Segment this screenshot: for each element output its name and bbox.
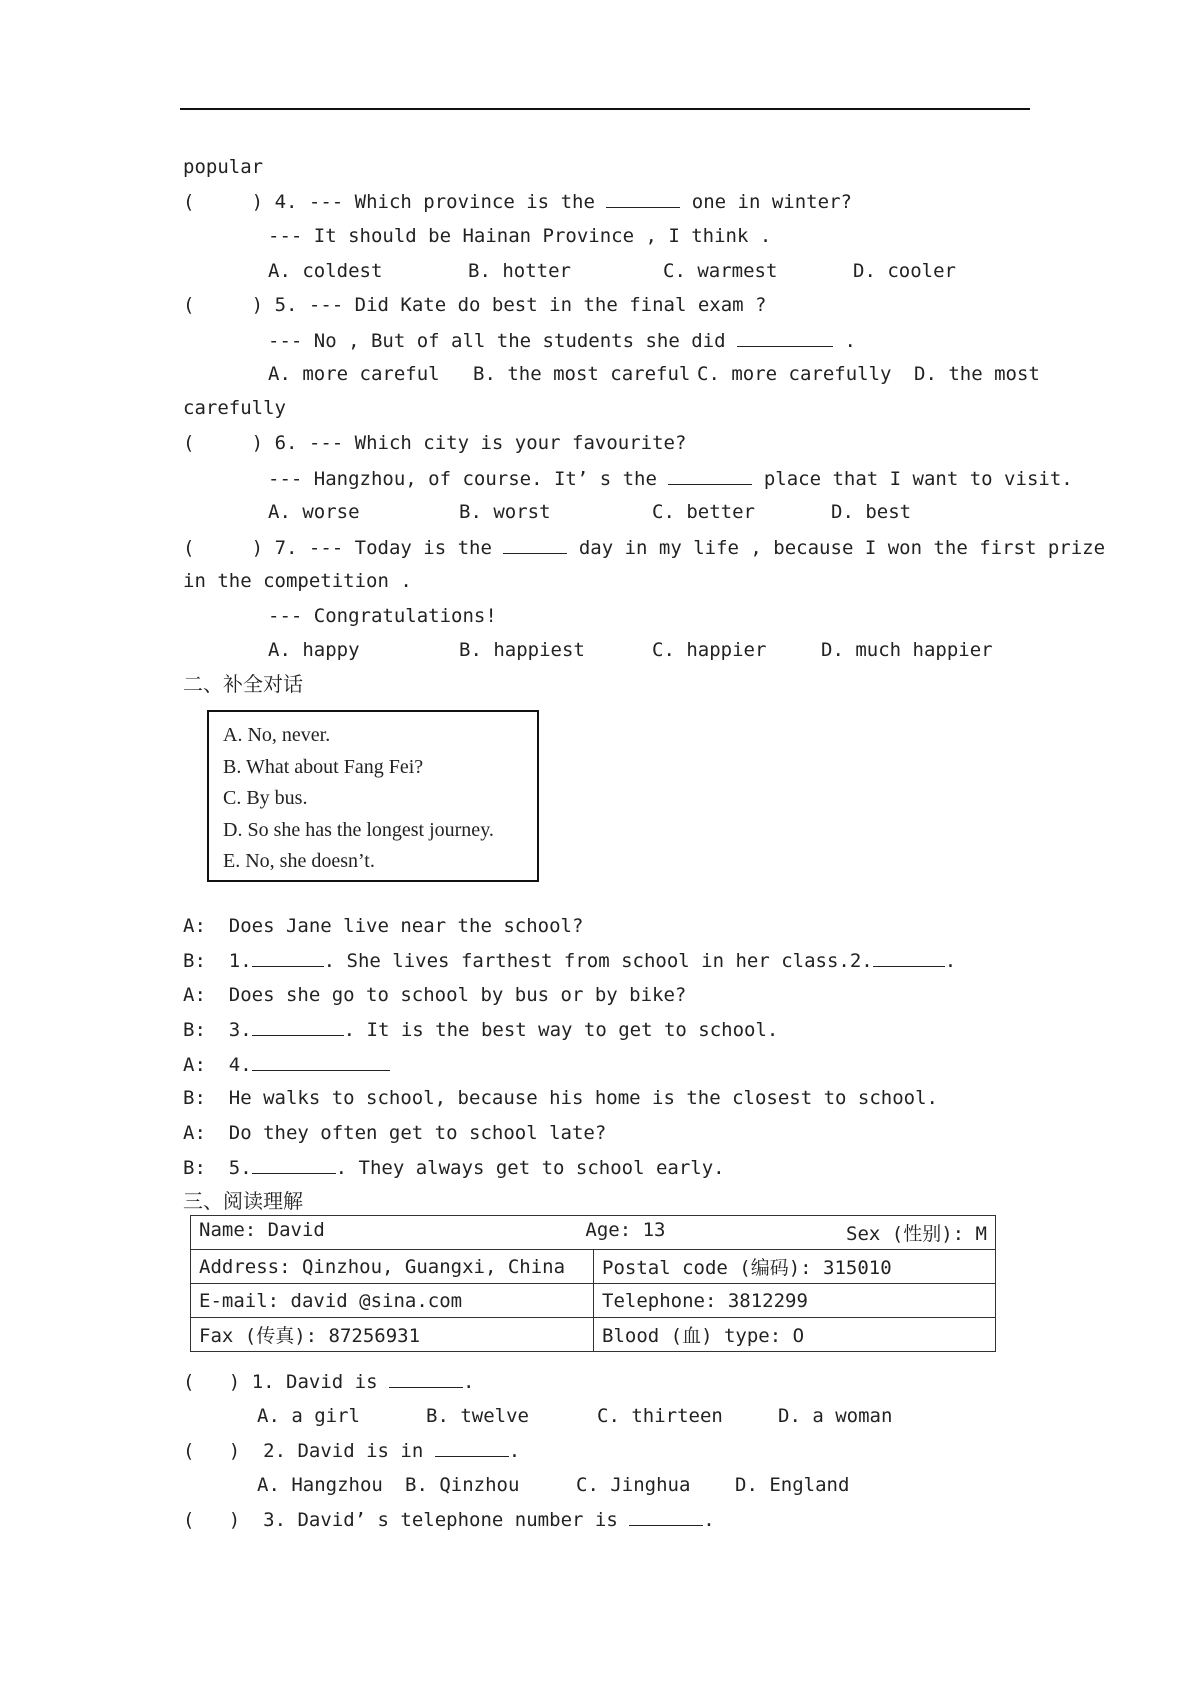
- answer-blank[interactable]: [606, 189, 680, 208]
- dialog-option: E. No, she doesn’t.: [223, 850, 375, 872]
- reading-question-2-option-a: A. Hangzhou: [257, 1474, 383, 1496]
- question-6: ( ) 6. --- Which city is your favourite?: [183, 432, 687, 454]
- question-6-option-b: B. worst: [459, 501, 551, 523]
- info-fax: Fax (传真): 87256931: [191, 1318, 594, 1352]
- answer-blank[interactable]: [389, 1369, 463, 1388]
- dialogue-line-7: A: Do they often get to school late?: [183, 1122, 607, 1144]
- dialog-option: D. So she has the longest journey.: [223, 818, 494, 841]
- dialog-options-box: [207, 710, 539, 882]
- question-5-option-c: C. more carefully: [697, 363, 892, 385]
- reading-question-1-option-a: A. a girl: [257, 1405, 360, 1427]
- answer-blank[interactable]: [252, 1155, 336, 1174]
- dialogue-line-3: A: Does she go to school by bus or by bike?: [183, 984, 687, 1006]
- info-age: Age: 13: [585, 1219, 666, 1241]
- reading-question-2-option-d: D. England: [735, 1474, 850, 1496]
- info-blood-type: Blood (血) type: O: [594, 1318, 996, 1352]
- info-postal-code: Postal code (编码): 315010: [594, 1250, 996, 1284]
- question-7-option-a: A. happy: [268, 639, 360, 661]
- info-address: Address: Qinzhou, Guangxi, China: [191, 1250, 594, 1284]
- question-7-option-d: D. much happier: [821, 639, 993, 661]
- reading-question-2-option-c: C. Jinghua: [576, 1474, 691, 1496]
- dialogue-line-2: B: 1. . She lives farthest from school in her class.2. .: [183, 950, 957, 972]
- student-info-table: [190, 1215, 996, 1352]
- question-4-response: --- It should be Hainan Province , I think .: [268, 225, 772, 247]
- info-telephone: Telephone: 3812299: [594, 1284, 996, 1318]
- question-7-wrap: in the competition .: [183, 570, 412, 592]
- question-4-option-c: C. warmest: [663, 260, 778, 282]
- answer-blank[interactable]: [435, 1438, 509, 1457]
- dialogue-line-5: A: 4.: [183, 1052, 390, 1077]
- info-email: E-mail: david @sina.com: [191, 1284, 594, 1318]
- answer-blank[interactable]: [737, 328, 833, 347]
- question-6-option-c: C. better: [652, 501, 755, 523]
- info-name: Name: David: [199, 1219, 325, 1241]
- dialogue-line-1: A: Does Jane live near the school?: [183, 915, 584, 937]
- dialogue-line-4: B: 3. . It is the best way to get to school.: [183, 1019, 779, 1041]
- question-5-option-a: A. more careful: [268, 363, 440, 385]
- answer-blank[interactable]: [503, 535, 567, 554]
- question-5-option-b: B. the most careful: [473, 363, 691, 385]
- dialogue-line-8: B: 5. . They always get to school early.: [183, 1157, 725, 1179]
- question-4: ( ) 4. --- Which province is the one in winter?: [183, 191, 852, 213]
- header-rule: [180, 108, 1030, 110]
- answer-blank[interactable]: [629, 1507, 703, 1526]
- reading-question-1: ( ) 1. David is .: [183, 1371, 475, 1393]
- dialog-option: A. No, never.: [223, 724, 331, 746]
- reading-question-1-option-d: D. a woman: [778, 1405, 893, 1427]
- info-sex: Sex (性别): M: [846, 1223, 987, 1245]
- answer-blank[interactable]: [873, 948, 945, 967]
- question-4-option-d: D. cooler: [853, 260, 956, 282]
- question-7-option-c: C. happier: [652, 639, 767, 661]
- reading-question-2-option-b: B. Qinzhou: [405, 1474, 520, 1496]
- reading-question-1-option-c: C. thirteen: [597, 1405, 723, 1427]
- answer-blank[interactable]: [252, 1052, 390, 1071]
- question-6-response: --- Hangzhou, of course. It’ s the place that I want to visit.: [268, 468, 1073, 490]
- answer-blank[interactable]: [252, 948, 324, 967]
- question-5-option-d: D. the most: [914, 363, 1040, 385]
- reading-question-3: ( ) 3. David’ s telephone number is .: [183, 1509, 715, 1531]
- dialog-option: C. By bus.: [223, 787, 308, 809]
- reading-question-1-option-b: B. twelve: [426, 1405, 529, 1427]
- question-6-option-d: D. best: [831, 501, 912, 523]
- info-row-1: [191, 1216, 996, 1250]
- question-6-option-a: A. worse: [268, 501, 360, 523]
- answer-blank[interactable]: [252, 1017, 344, 1036]
- question-7-response: --- Congratulations!: [268, 605, 497, 627]
- answer-blank[interactable]: [668, 466, 752, 485]
- question-7-option-b: B. happiest: [459, 639, 585, 661]
- question-5: ( ) 5. --- Did Kate do best in the final exam ?: [183, 294, 767, 316]
- reading-question-2: ( ) 2. David is in .: [183, 1440, 521, 1462]
- question-4-option-a: A. coldest: [268, 260, 383, 282]
- section-3-title: 三、阅读理解: [183, 1189, 303, 1213]
- dialog-option: B. What about Fang Fei?: [223, 755, 424, 778]
- dialogue-line-6: B: He walks to school, because his home is the closest to school.: [183, 1087, 938, 1109]
- question-4-option-b: B. hotter: [468, 260, 571, 282]
- section-2-title: 二、补全对话: [183, 672, 303, 696]
- question-5-option-d-wrap: carefully: [183, 397, 286, 419]
- question-7: ( ) 7. --- Today is the day in my life , because I won the first prize: [183, 537, 1106, 559]
- question-5-response: --- No , But of all the students she did .: [268, 330, 856, 352]
- continued-word: popular: [183, 156, 264, 178]
